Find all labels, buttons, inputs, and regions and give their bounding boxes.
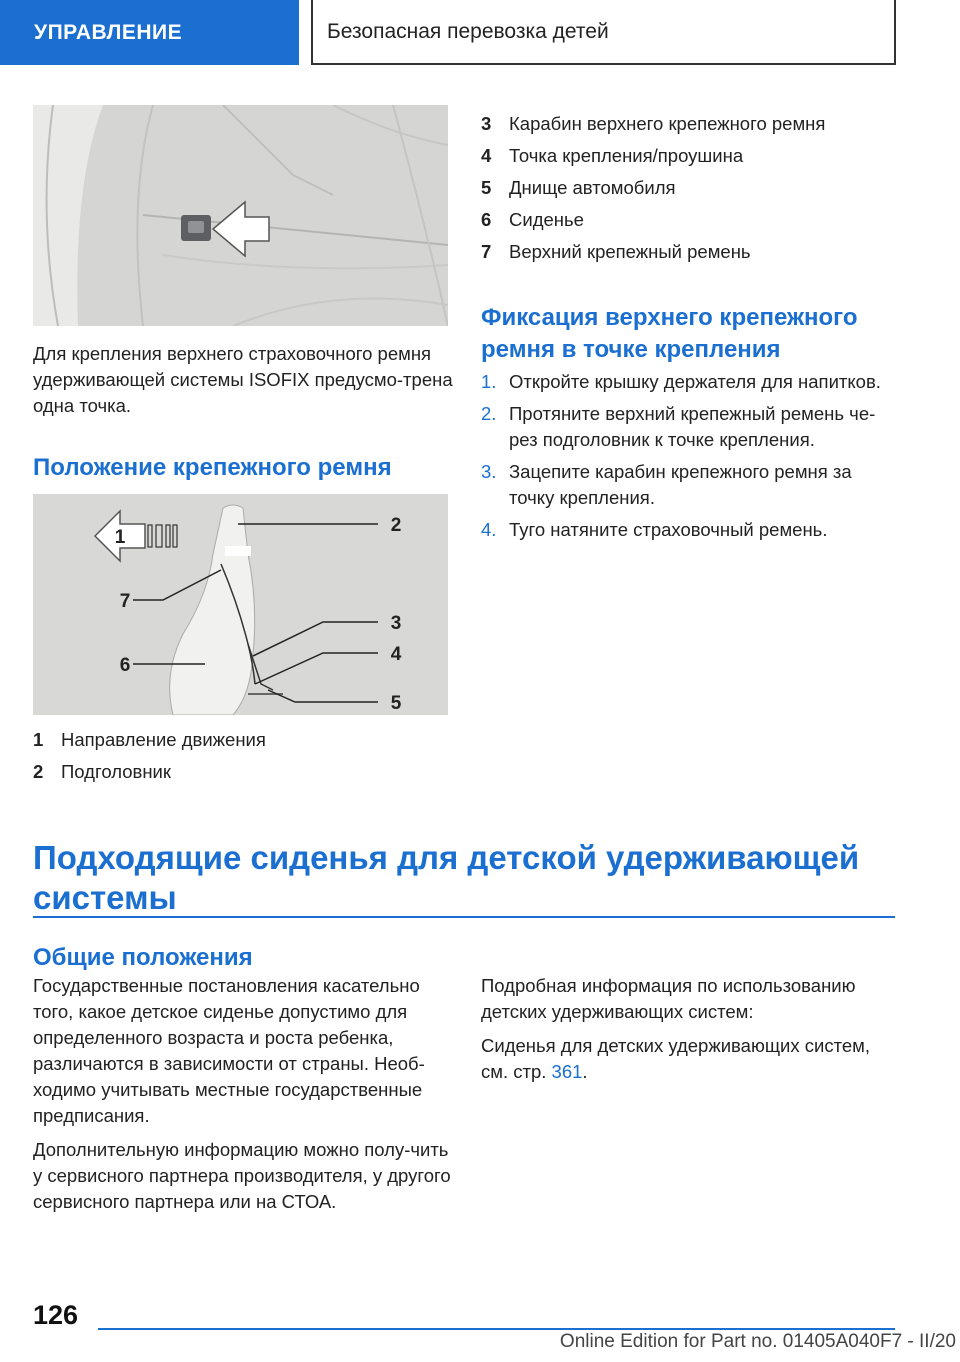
legend-number: 7 — [481, 241, 492, 262]
step-text: Откройте крышку держателя для напитков. — [509, 371, 881, 392]
legend-number: 1 — [33, 729, 44, 750]
step-number: 3. — [481, 461, 497, 482]
steps-list — [481, 369, 901, 549]
callout-1: 1 — [114, 527, 126, 548]
legend-item — [481, 108, 901, 140]
section-divider — [33, 916, 895, 918]
legend-text: Днище автомобиля — [509, 177, 676, 198]
step-text: Зацепите карабин крепежного ремня за точку крепления. — [509, 461, 852, 508]
detail-info-paragraph: Подробная информация по использованию детских удерживающих систем: — [481, 975, 856, 1022]
step-number: 4. — [481, 519, 497, 540]
regulations-paragraph: Государственные постановления касательно того, какое детское сиденье допустимо для определенного возраста и роста ребенка, различаются в зависимости от страны. Необ-ходимо учитывать местные государственные предписания. — [33, 975, 425, 1126]
callout-7: 7 — [119, 591, 131, 612]
general-heading: Общие положения — [33, 944, 253, 971]
footer-edition: Online Edition for Part no. 01405A040F7 - II/20 — [559, 1331, 956, 1352]
callout-2: 2 — [390, 515, 402, 536]
legend-item — [33, 724, 453, 756]
crossref-text: Сиденья для детских удерживающих систем, см. стр. — [481, 1035, 871, 1082]
section-tab — [0, 0, 299, 65]
legend-text: Направление движения — [61, 729, 266, 750]
section-title: Подходящие сиденья для детской удерживающей системы — [33, 839, 860, 916]
legend-number: 5 — [481, 177, 492, 198]
section-tab-label: УПРАВЛЕНИЕ — [34, 20, 183, 44]
legend-text: Подголовник — [61, 761, 171, 782]
callout-4: 4 — [390, 644, 402, 665]
footer-divider — [98, 1328, 895, 1330]
step-number: 1. — [481, 371, 497, 392]
legend-number: 2 — [33, 761, 44, 782]
general-right-text — [481, 973, 896, 1085]
legend-item — [33, 756, 453, 788]
tether-position-heading: Положение крепежного ремня — [33, 454, 392, 481]
additional-info-paragraph: Дополнительную информацию можно полу-чить у сервисного партнера производителя, у другого сервисного партнера или на СТОА. — [33, 1139, 451, 1212]
left-legend — [33, 724, 453, 788]
legend-item — [481, 204, 901, 236]
page-number: 126 — [33, 1300, 79, 1330]
legend-text: Сиденье — [509, 209, 584, 230]
page-link[interactable]: 361 — [551, 1061, 583, 1082]
step-item — [481, 459, 901, 511]
general-left-text — [33, 973, 451, 1215]
step-item — [481, 369, 901, 395]
step-text: Протяните верхний крепежный ремень че-рез подголовник к точке крепления. — [509, 403, 876, 450]
seat-photo — [33, 105, 448, 326]
callout-5: 5 — [390, 693, 402, 714]
legend-number: 3 — [481, 113, 492, 134]
crossref-paragraph — [481, 1033, 896, 1085]
callout-6: 6 — [119, 655, 131, 676]
seat-photo-illustration — [33, 105, 448, 326]
legend-number: 6 — [481, 209, 492, 230]
page-header-title-text: Безопасная перевозка детей — [327, 19, 609, 43]
step-text: Туго натяните страховочный ремень. — [509, 519, 828, 540]
legend-number: 4 — [481, 145, 492, 166]
tether-diagram-illustration — [33, 494, 448, 715]
right-legend — [481, 108, 901, 268]
isofix-intro-text: Для крепления верхнего страховочного ремня удерживающей системы ISOFIX предусмо-трена одна точка. — [33, 343, 453, 416]
legend-text: Карабин верхнего крепежного ремня — [509, 113, 826, 134]
crossref-suffix: . — [582, 1061, 588, 1082]
step-item — [481, 517, 901, 543]
step-item — [481, 401, 901, 453]
legend-item — [481, 172, 901, 204]
tether-diagram — [33, 494, 448, 715]
legend-text: Верхний крепежный ремень — [509, 241, 751, 262]
callout-3: 3 — [390, 613, 402, 634]
legend-item — [481, 236, 901, 268]
step-number: 2. — [481, 403, 497, 424]
legend-text: Точка крепления/проушина — [509, 145, 744, 166]
tether-fixing-heading: Фиксация верхнего крепежного ремня в точке крепления — [481, 304, 858, 363]
legend-item — [481, 140, 901, 172]
page-header-title — [311, 0, 896, 65]
